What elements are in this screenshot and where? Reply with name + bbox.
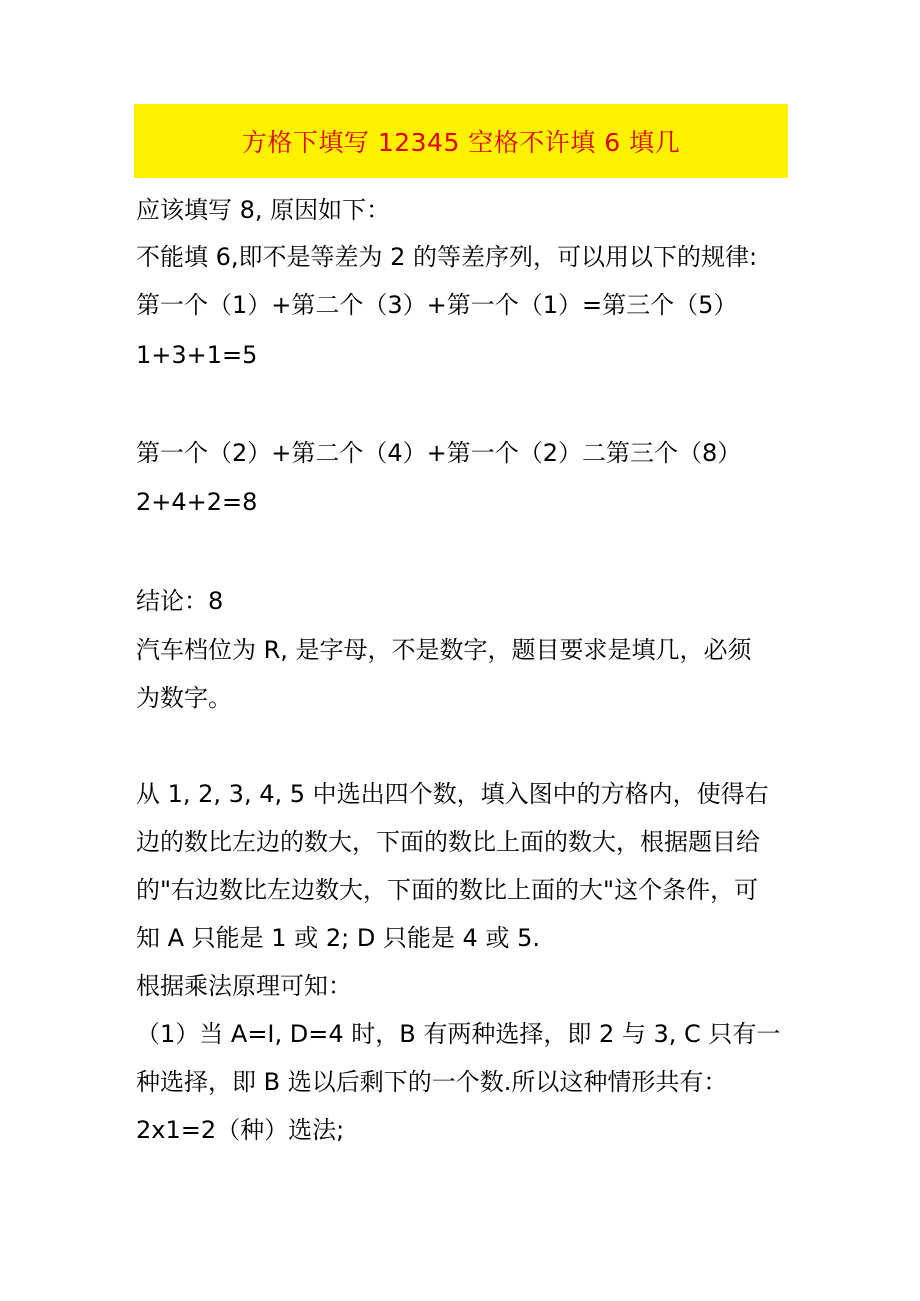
title-banner [134,104,788,178]
text-line-principle: 根据乘法原理可知： [136,972,352,1000]
text-line-case-1b: 种选择，即 B 选以后剩下的一个数.所以这种情形共有： [136,1068,728,1096]
text-line-conclusion: 结论：8 [136,587,224,615]
text-line-rule-2: 第一个（2）+第二个（4）+第一个（2）二第三个（8） [136,439,742,467]
text-line-gear-2: 为数字。 [136,684,232,712]
text-line-answer: 应该填写 8, 原因如下： [136,196,391,224]
text-line-case-1c: 2x1=2（种）选法; [136,1116,345,1144]
text-line-equation-2: 2+4+2=8 [136,488,258,516]
text-line-reason: 不能填 6,即不是等差为 2 的等差序列，可以用以下的规律: [136,243,758,271]
text-line-problem-4: 知 A 只能是 1 或 2; D 只能是 4 或 5. [136,924,540,952]
text-line-problem-3: 的"右边数比左边数大，下面的数比上面的大"这个条件，可 [136,876,759,904]
page-title: 方格下填写 12345 空格不许填 6 填几 [241,128,681,157]
text-line-problem-2: 边的数比左边的数大，下面的数比上面的数大，根据题目给 [136,828,760,856]
text-line-case-1a: （1）当 A=I, D=4 时，B 有两种选择，即 2 与 3, C 只有一 [136,1020,781,1048]
text-line-gear-1: 汽车档位为 R, 是字母，不是数字，题目要求是填几，必须 [136,636,752,664]
text-line-rule-1: 第一个（1）+第二个（3）+第一个（1）=第三个（5） [136,291,738,319]
text-line-problem-1: 从 1, 2, 3, 4, 5 中选出四个数，填入图中的方格内，使得右 [136,780,769,808]
text-line-equation-1: 1+3+1=5 [136,341,258,369]
